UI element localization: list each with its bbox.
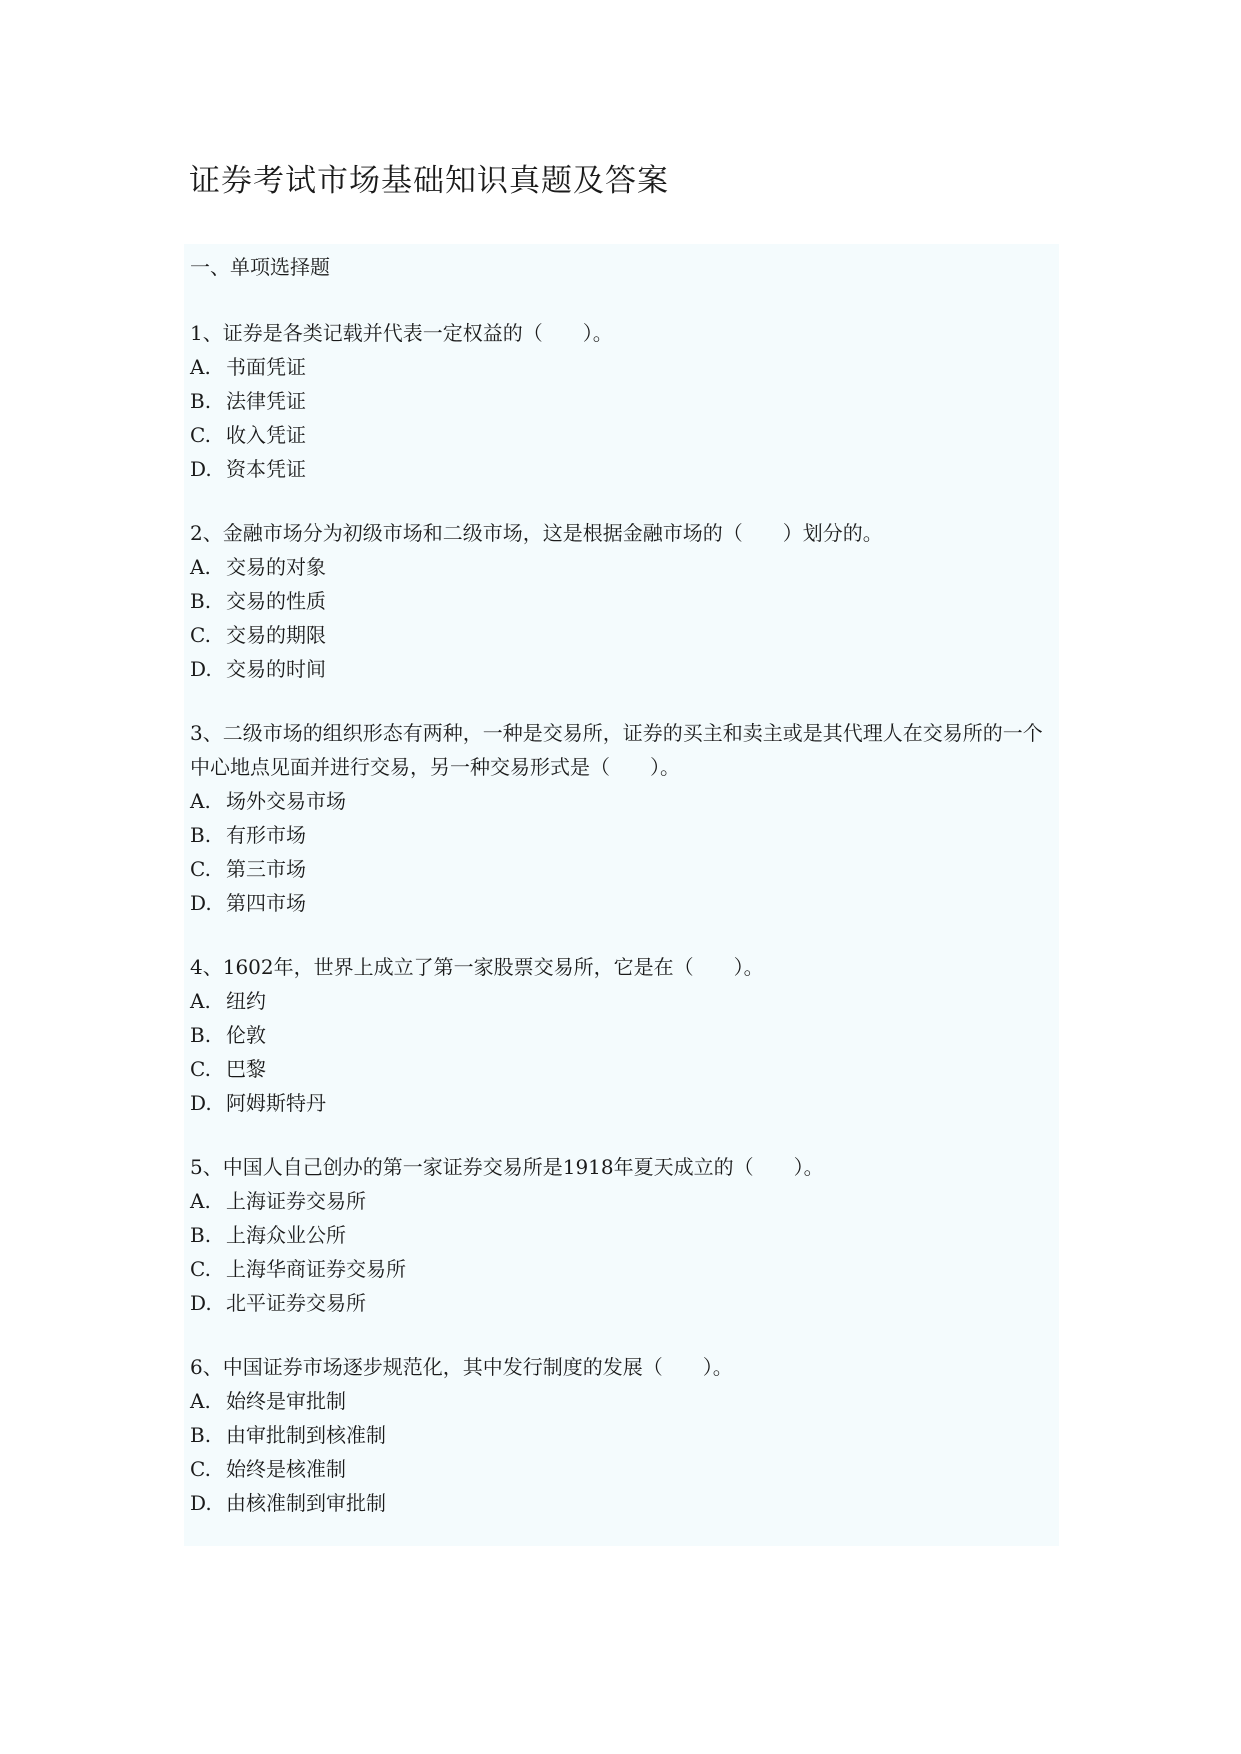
option-d [190, 1086, 1055, 1120]
option-letter: A. [190, 555, 211, 579]
option-letter: A. [190, 1389, 211, 1413]
option-b [190, 384, 1055, 418]
option-d [190, 1486, 1055, 1520]
question-panel [184, 244, 1059, 1546]
option-text: 上海证券交易所 [226, 1189, 366, 1213]
option-text: 阿姆斯特丹 [226, 1091, 326, 1115]
option-a [190, 984, 1055, 1018]
option-letter: C. [190, 423, 211, 447]
option-c [190, 1252, 1055, 1286]
option-b [190, 818, 1055, 852]
option-text: 上海众业公所 [226, 1223, 346, 1247]
option-letter: B. [190, 389, 212, 413]
option-letter: D. [190, 457, 212, 481]
option-letter: A. [190, 1189, 211, 1213]
option-letter: C. [190, 1457, 211, 1481]
option-letter: D. [190, 891, 212, 915]
option-text: 书面凭证 [226, 355, 306, 379]
option-text: 上海华商证券交易所 [226, 1257, 406, 1281]
option-letter: B. [190, 589, 212, 613]
option-letter: D. [190, 1491, 212, 1515]
option-a [190, 1184, 1055, 1218]
document-title: 证券考试市场基础知识真题及答案 [189, 163, 669, 199]
option-letter: D. [190, 1291, 212, 1315]
question-stem: 6、中国证券市场逐步规范化，其中发行制度的发展（ ）。 [190, 1355, 733, 1379]
option-b [190, 1418, 1055, 1452]
option-letter: D. [190, 1091, 212, 1115]
option-text: 法律凭证 [226, 389, 306, 413]
option-text: 有形市场 [226, 823, 306, 847]
option-text: 伦敦 [226, 1023, 266, 1047]
option-text: 巴黎 [226, 1057, 266, 1081]
option-letter: D. [190, 657, 212, 681]
option-text: 北平证券交易所 [226, 1291, 366, 1315]
option-text: 收入凭证 [226, 423, 306, 447]
option-letter: B. [190, 1023, 212, 1047]
question-stem: 5、中国人自己创办的第一家证券交易所是1918年夏天成立的（ ）。 [190, 1155, 824, 1179]
option-text: 第三市场 [226, 857, 306, 881]
option-text: 场外交易市场 [226, 789, 346, 813]
option-text: 始终是核准制 [226, 1457, 346, 1481]
option-letter: B. [190, 1223, 212, 1247]
option-letter: C. [190, 623, 211, 647]
option-a [190, 550, 1055, 584]
question-4 [190, 950, 1055, 1120]
option-text: 第四市场 [226, 891, 306, 915]
option-c [190, 852, 1055, 886]
option-b [190, 584, 1055, 618]
question-3 [190, 716, 1055, 920]
option-c [190, 618, 1055, 652]
option-d [190, 452, 1055, 486]
option-letter: A. [190, 355, 211, 379]
option-a [190, 784, 1055, 818]
option-text: 交易的时间 [226, 657, 326, 681]
option-d [190, 1286, 1055, 1320]
question-6 [190, 1350, 1055, 1520]
question-stem: 1、证券是各类记载并代表一定权益的（ ）。 [190, 321, 613, 345]
option-text: 交易的对象 [226, 555, 326, 579]
option-text: 由审批制到核准制 [226, 1423, 386, 1447]
question-5 [190, 1150, 1055, 1320]
option-d [190, 886, 1055, 920]
question-stem: 3、二级市场的组织形态有两种，一种是交易所，证券的买主和卖主或是其代理人在交易所的一个中心地点见面并进行交易，另一种交易形式是（ ）。 [190, 721, 1043, 779]
option-text: 始终是审批制 [226, 1389, 346, 1413]
option-b [190, 1218, 1055, 1252]
option-text: 纽约 [226, 989, 266, 1013]
option-letter: B. [190, 823, 212, 847]
option-text: 交易的期限 [226, 623, 326, 647]
option-a [190, 1384, 1055, 1418]
option-letter: A. [190, 789, 211, 813]
question-2 [190, 516, 1055, 686]
option-a [190, 350, 1055, 384]
option-letter: C. [190, 1057, 211, 1081]
section-heading: 一、单项选择题 [190, 255, 330, 279]
question-stem: 2、金融市场分为初级市场和二级市场，这是根据金融市场的（ ）划分的。 [190, 521, 883, 545]
option-text: 资本凭证 [226, 457, 306, 481]
option-text: 由核准制到审批制 [226, 1491, 386, 1515]
option-letter: B. [190, 1423, 212, 1447]
option-text: 交易的性质 [226, 589, 326, 613]
option-letter: A. [190, 989, 211, 1013]
option-letter: C. [190, 1257, 211, 1281]
option-c [190, 1452, 1055, 1486]
option-b [190, 1018, 1055, 1052]
option-c [190, 1052, 1055, 1086]
question-1 [190, 316, 1055, 486]
option-c [190, 418, 1055, 452]
option-letter: C. [190, 857, 211, 881]
question-list [190, 316, 1055, 1550]
option-d [190, 652, 1055, 686]
question-stem: 4、1602年，世界上成立了第一家股票交易所，它是在（ ）。 [190, 955, 764, 979]
